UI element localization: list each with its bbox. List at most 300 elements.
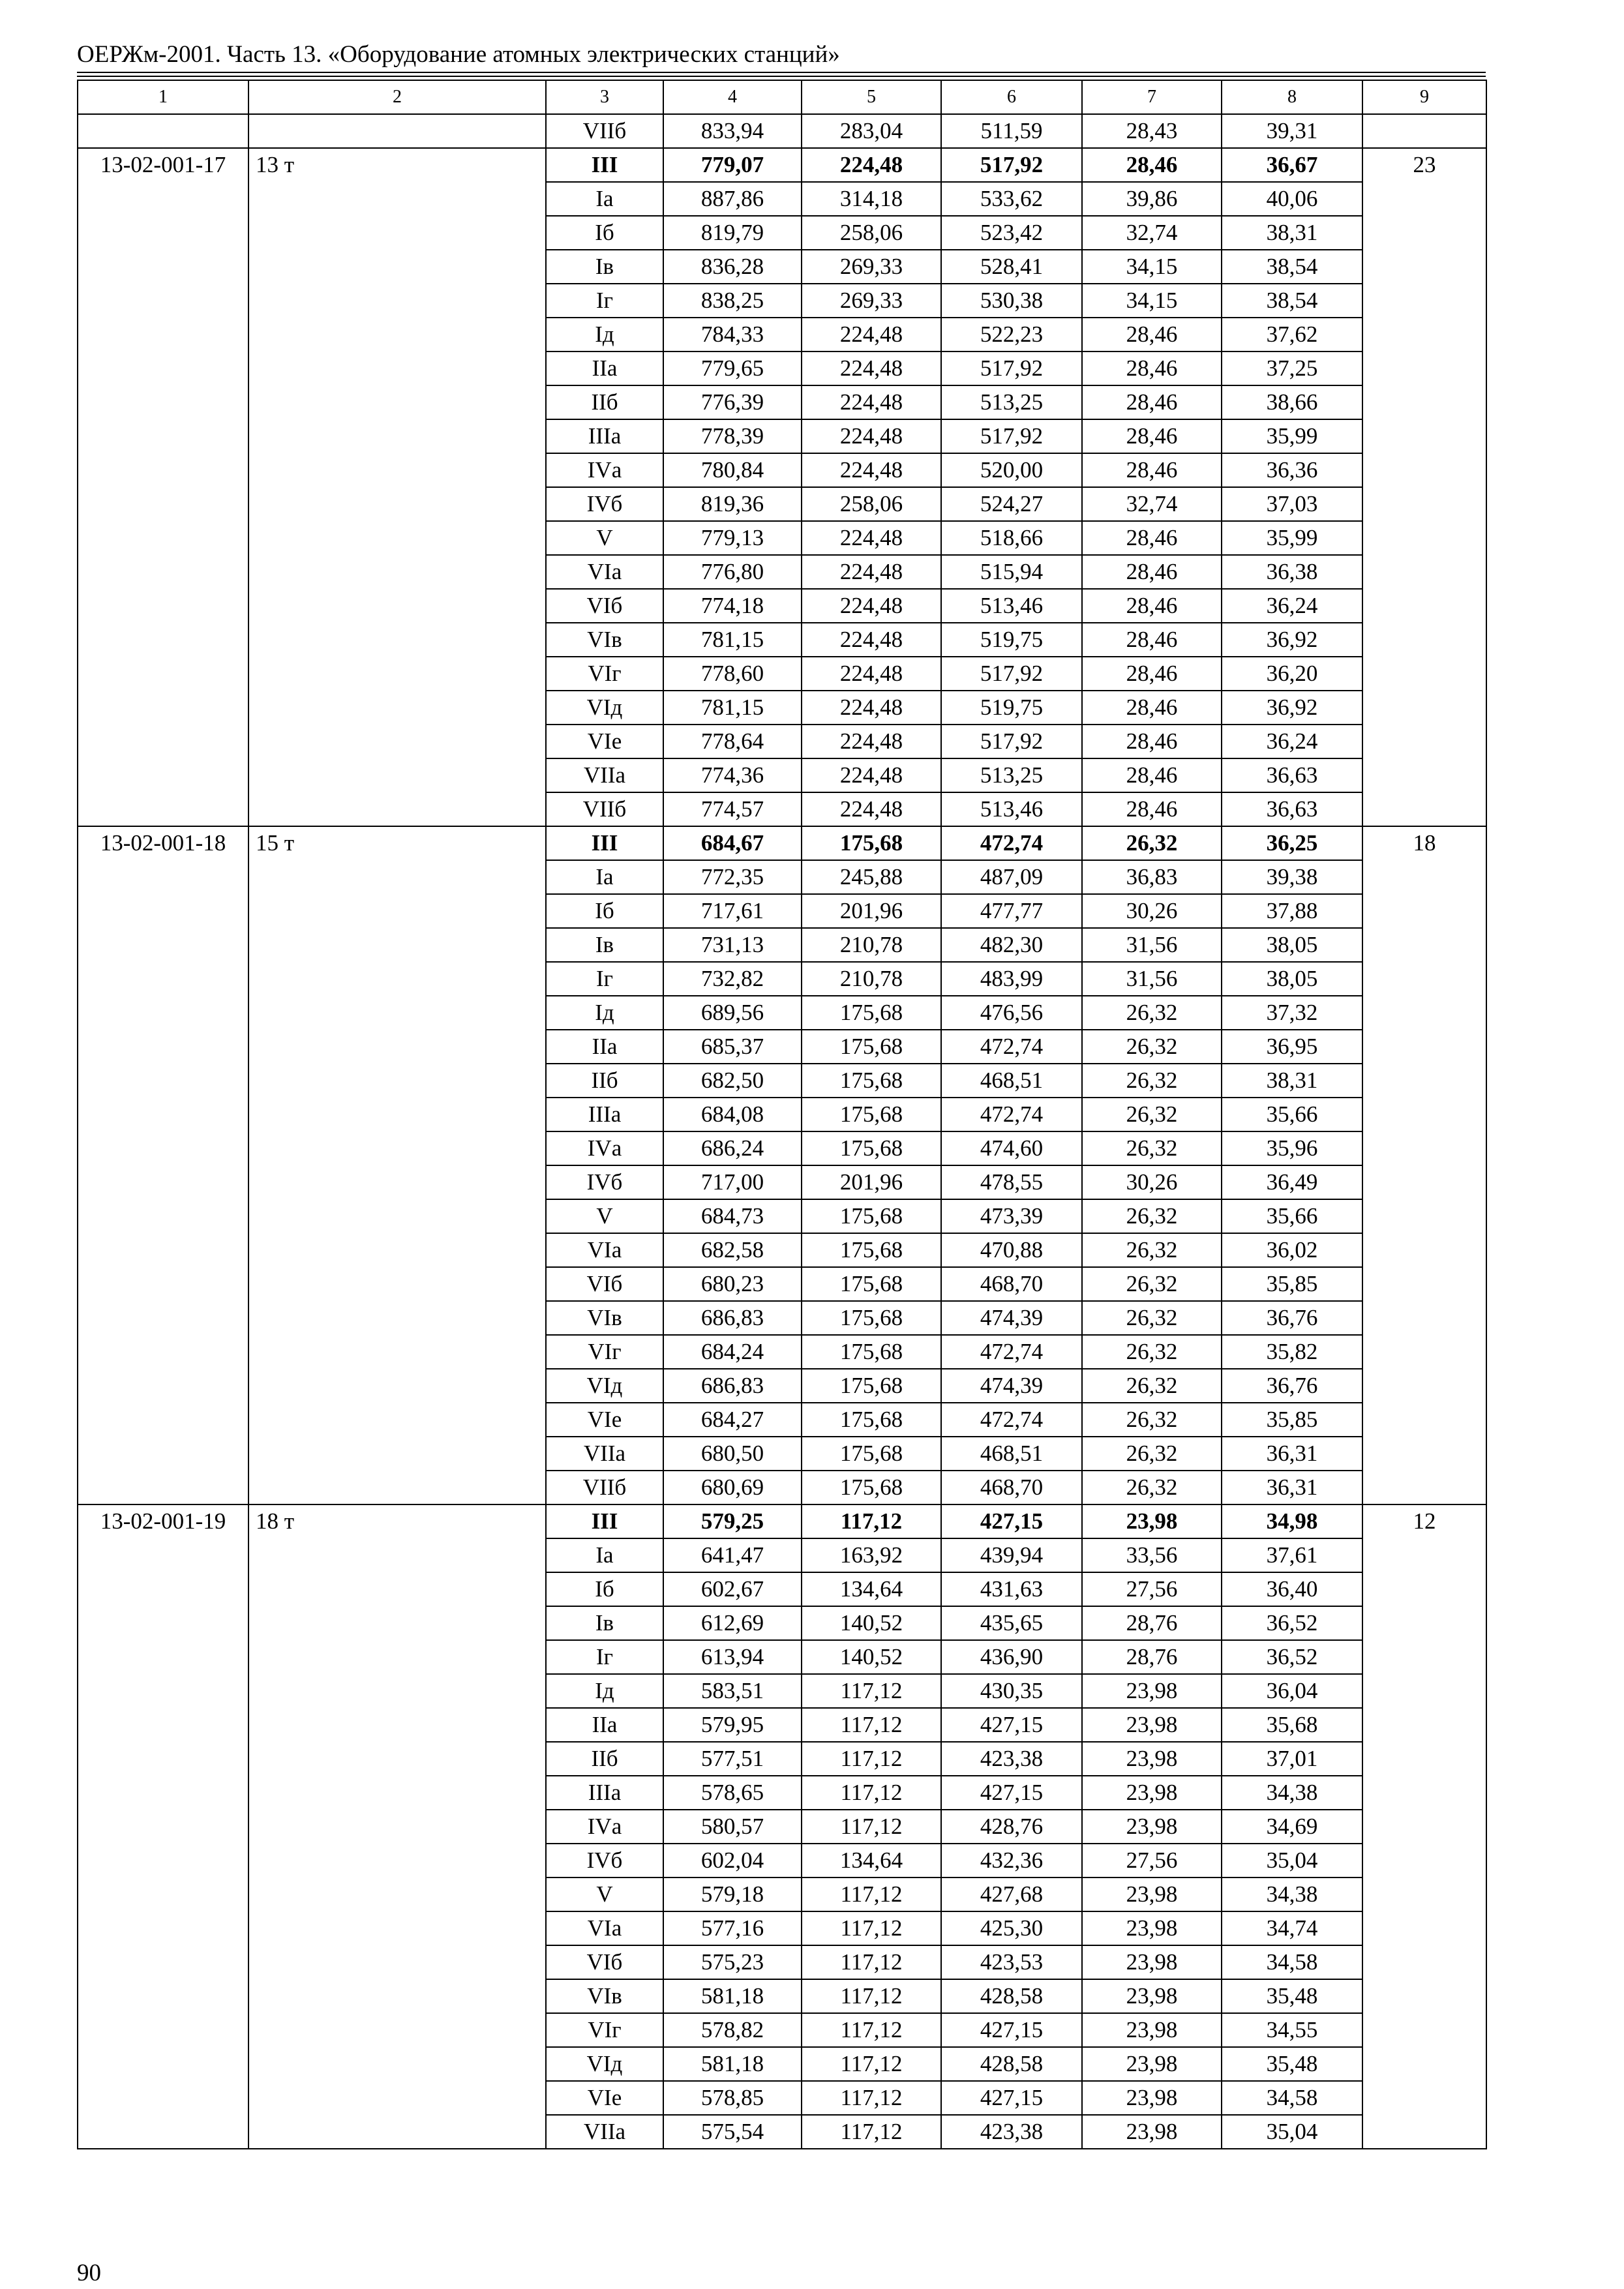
category-cell: IIб bbox=[546, 1064, 663, 1098]
value-cell: 117,12 bbox=[802, 1810, 941, 1844]
value-cell: 175,68 bbox=[802, 1233, 941, 1267]
category-cell: III bbox=[546, 148, 663, 182]
value-cell: 117,12 bbox=[802, 1504, 941, 1538]
value-cell: 31,56 bbox=[1082, 928, 1222, 962]
value-cell: 175,68 bbox=[802, 1471, 941, 1504]
value-cell: 28,43 bbox=[1082, 114, 1222, 148]
value-cell: 776,39 bbox=[663, 385, 802, 419]
value-cell: 34,58 bbox=[1222, 1945, 1362, 1979]
category-cell: VIIб bbox=[546, 792, 663, 826]
category-cell: VIIб bbox=[546, 114, 663, 148]
value-cell: 472,74 bbox=[941, 1335, 1082, 1369]
value-cell: 602,67 bbox=[663, 1572, 802, 1606]
value-cell: 224,48 bbox=[802, 521, 941, 555]
category-cell: V bbox=[546, 1199, 663, 1233]
value-cell: 517,92 bbox=[941, 725, 1082, 758]
value-cell: 520,00 bbox=[941, 453, 1082, 487]
value-cell: 269,33 bbox=[802, 284, 941, 318]
value-cell: 134,64 bbox=[802, 1572, 941, 1606]
value-cell: 474,39 bbox=[941, 1369, 1082, 1403]
value-cell: 28,46 bbox=[1082, 453, 1222, 487]
value-cell: 36,92 bbox=[1222, 691, 1362, 725]
value-cell: 36,83 bbox=[1082, 860, 1222, 894]
value-cell: 686,83 bbox=[663, 1301, 802, 1335]
value-cell: 26,32 bbox=[1082, 1131, 1222, 1165]
value-cell: 685,37 bbox=[663, 1030, 802, 1064]
category-cell: VIг bbox=[546, 1335, 663, 1369]
value-cell: 519,75 bbox=[941, 691, 1082, 725]
category-cell: VIIа bbox=[546, 1437, 663, 1471]
category-cell: VIг bbox=[546, 2013, 663, 2047]
category-cell: VIIб bbox=[546, 1471, 663, 1504]
value-cell: 28,46 bbox=[1082, 419, 1222, 453]
value-cell: 427,15 bbox=[941, 1776, 1082, 1810]
value-cell: 578,82 bbox=[663, 2013, 802, 2047]
value-cell: 836,28 bbox=[663, 250, 802, 284]
category-cell: Iв bbox=[546, 250, 663, 284]
category-cell: Iб bbox=[546, 216, 663, 250]
value-cell: 38,31 bbox=[1222, 1064, 1362, 1098]
value-cell: 37,62 bbox=[1222, 318, 1362, 352]
value-cell: 28,76 bbox=[1082, 1606, 1222, 1640]
value-cell: 210,78 bbox=[802, 928, 941, 962]
value-cell: 224,48 bbox=[802, 725, 941, 758]
value-cell: 117,12 bbox=[802, 1674, 941, 1708]
value-cell: 34,38 bbox=[1222, 1776, 1362, 1810]
value-cell: 612,69 bbox=[663, 1606, 802, 1640]
value-cell: 36,92 bbox=[1222, 623, 1362, 657]
value-cell: 776,80 bbox=[663, 555, 802, 589]
category-cell: VIв bbox=[546, 623, 663, 657]
value-cell: 38,54 bbox=[1222, 284, 1362, 318]
value-cell: 35,96 bbox=[1222, 1131, 1362, 1165]
category-cell: III bbox=[546, 1504, 663, 1538]
value-cell: 175,68 bbox=[802, 1335, 941, 1369]
value-cell: 36,95 bbox=[1222, 1030, 1362, 1064]
table-row bbox=[78, 114, 1486, 148]
value-cell: 258,06 bbox=[802, 216, 941, 250]
value-cell: 781,15 bbox=[663, 623, 802, 657]
value-cell: 577,51 bbox=[663, 1742, 802, 1776]
value-cell: 528,41 bbox=[941, 250, 1082, 284]
category-cell: Iв bbox=[546, 928, 663, 962]
value-cell: 28,46 bbox=[1082, 521, 1222, 555]
value-cell: 583,51 bbox=[663, 1674, 802, 1708]
value-cell: 680,50 bbox=[663, 1437, 802, 1471]
category-cell: IVб bbox=[546, 487, 663, 521]
value-cell: 513,46 bbox=[941, 589, 1082, 623]
value-cell: 35,48 bbox=[1222, 1979, 1362, 2013]
category-cell: IIб bbox=[546, 385, 663, 419]
page-number: 90 bbox=[77, 2260, 101, 2286]
norm-cell bbox=[1362, 114, 1486, 148]
category-cell: IIа bbox=[546, 1708, 663, 1742]
price-code: 13-02-001-19 bbox=[78, 1504, 248, 2149]
value-cell: 28,46 bbox=[1082, 725, 1222, 758]
category-cell: VIб bbox=[546, 1267, 663, 1301]
category-cell: VIд bbox=[546, 1369, 663, 1403]
equipment-mass: 13 т bbox=[248, 148, 546, 826]
value-cell: 175,68 bbox=[802, 1030, 941, 1064]
value-cell: 523,42 bbox=[941, 216, 1082, 250]
value-cell: 833,94 bbox=[663, 114, 802, 148]
category-cell: VIв bbox=[546, 1301, 663, 1335]
category-cell: IVб bbox=[546, 1165, 663, 1199]
value-cell: 28,46 bbox=[1082, 352, 1222, 385]
value-cell: 473,39 bbox=[941, 1199, 1082, 1233]
value-cell: 224,48 bbox=[802, 792, 941, 826]
category-cell: Iг bbox=[546, 962, 663, 996]
value-cell: 117,12 bbox=[802, 1776, 941, 1810]
value-cell: 224,48 bbox=[802, 758, 941, 792]
value-cell: 511,59 bbox=[941, 114, 1082, 148]
category-cell: IIа bbox=[546, 1030, 663, 1064]
value-cell: 36,31 bbox=[1222, 1471, 1362, 1504]
value-cell: 35,68 bbox=[1222, 1708, 1362, 1742]
value-cell: 26,32 bbox=[1082, 1335, 1222, 1369]
value-cell: 258,06 bbox=[802, 487, 941, 521]
value-cell: 23,98 bbox=[1082, 2047, 1222, 2081]
value-cell: 427,15 bbox=[941, 2081, 1082, 2115]
value-cell: 472,74 bbox=[941, 826, 1082, 860]
value-cell: 717,00 bbox=[663, 1165, 802, 1199]
value-cell: 26,32 bbox=[1082, 1437, 1222, 1471]
value-cell: 423,38 bbox=[941, 1742, 1082, 1776]
value-cell: 26,32 bbox=[1082, 1064, 1222, 1098]
table-row bbox=[78, 1504, 1486, 1538]
value-cell: 36,25 bbox=[1222, 826, 1362, 860]
value-cell: 477,77 bbox=[941, 894, 1082, 928]
value-cell: 26,32 bbox=[1082, 1098, 1222, 1131]
category-cell: VIIа bbox=[546, 2115, 663, 2149]
value-cell: 27,56 bbox=[1082, 1572, 1222, 1606]
value-cell: 26,32 bbox=[1082, 1301, 1222, 1335]
table-body bbox=[78, 80, 1486, 2149]
category-cell: III bbox=[546, 826, 663, 860]
category-cell: IVб bbox=[546, 1844, 663, 1878]
category-cell: VIе bbox=[546, 2081, 663, 2115]
value-cell: 517,92 bbox=[941, 419, 1082, 453]
value-cell: 26,32 bbox=[1082, 1403, 1222, 1437]
category-cell: V bbox=[546, 521, 663, 555]
value-cell: 579,95 bbox=[663, 1708, 802, 1742]
header-rule bbox=[77, 76, 1486, 77]
equipment-mass: 18 т bbox=[248, 1504, 546, 2149]
category-cell: IVа bbox=[546, 453, 663, 487]
value-cell: 684,08 bbox=[663, 1098, 802, 1131]
value-cell: 175,68 bbox=[802, 1301, 941, 1335]
value-cell: 28,46 bbox=[1082, 758, 1222, 792]
value-cell: 34,58 bbox=[1222, 2081, 1362, 2115]
value-cell: 28,46 bbox=[1082, 385, 1222, 419]
column-number: 2 bbox=[248, 80, 546, 114]
category-cell: VIа bbox=[546, 555, 663, 589]
value-cell: 522,23 bbox=[941, 318, 1082, 352]
category-cell: IVа bbox=[546, 1131, 663, 1165]
value-cell: 35,99 bbox=[1222, 419, 1362, 453]
value-cell: 476,56 bbox=[941, 996, 1082, 1030]
value-cell: 483,99 bbox=[941, 962, 1082, 996]
value-cell: 34,38 bbox=[1222, 1878, 1362, 1911]
value-cell: 581,18 bbox=[663, 1979, 802, 2013]
value-cell: 36,67 bbox=[1222, 148, 1362, 182]
value-cell: 35,85 bbox=[1222, 1267, 1362, 1301]
value-cell: 474,39 bbox=[941, 1301, 1082, 1335]
value-cell: 33,56 bbox=[1082, 1538, 1222, 1572]
value-cell: 23,98 bbox=[1082, 2115, 1222, 2149]
value-cell: 37,01 bbox=[1222, 1742, 1362, 1776]
value-cell: 517,92 bbox=[941, 352, 1082, 385]
value-cell: 578,65 bbox=[663, 1776, 802, 1810]
value-cell: 26,32 bbox=[1082, 1199, 1222, 1233]
value-cell: 772,35 bbox=[663, 860, 802, 894]
value-cell: 175,68 bbox=[802, 1199, 941, 1233]
value-cell: 682,50 bbox=[663, 1064, 802, 1098]
category-cell: VIб bbox=[546, 1945, 663, 1979]
value-cell: 35,04 bbox=[1222, 2115, 1362, 2149]
value-cell: 432,36 bbox=[941, 1844, 1082, 1878]
value-cell: 819,36 bbox=[663, 487, 802, 521]
column-number: 3 bbox=[546, 80, 663, 114]
value-cell: 117,12 bbox=[802, 2047, 941, 2081]
value-cell: 34,15 bbox=[1082, 250, 1222, 284]
value-cell: 39,31 bbox=[1222, 114, 1362, 148]
column-number: 7 bbox=[1082, 80, 1222, 114]
value-cell: 23,98 bbox=[1082, 1674, 1222, 1708]
value-cell: 224,48 bbox=[802, 657, 941, 691]
value-cell: 224,48 bbox=[802, 318, 941, 352]
value-cell: 175,68 bbox=[802, 996, 941, 1030]
value-cell: 117,12 bbox=[802, 1979, 941, 2013]
value-cell: 30,26 bbox=[1082, 1165, 1222, 1199]
value-cell: 201,96 bbox=[802, 894, 941, 928]
value-cell: 23,98 bbox=[1082, 1776, 1222, 1810]
value-cell: 117,12 bbox=[802, 1708, 941, 1742]
value-cell: 423,53 bbox=[941, 1945, 1082, 1979]
value-cell: 478,55 bbox=[941, 1165, 1082, 1199]
value-cell: 35,48 bbox=[1222, 2047, 1362, 2081]
value-cell: 28,46 bbox=[1082, 148, 1222, 182]
value-cell: 26,32 bbox=[1082, 1030, 1222, 1064]
value-cell: 513,25 bbox=[941, 385, 1082, 419]
value-cell: 36,36 bbox=[1222, 453, 1362, 487]
value-cell: 37,03 bbox=[1222, 487, 1362, 521]
equipment-mass: 15 т bbox=[248, 826, 546, 1504]
value-cell: 779,07 bbox=[663, 148, 802, 182]
value-cell: 35,85 bbox=[1222, 1403, 1362, 1437]
table-row bbox=[78, 148, 1486, 182]
value-cell: 23,98 bbox=[1082, 1504, 1222, 1538]
value-cell: 26,32 bbox=[1082, 1233, 1222, 1267]
code-cell bbox=[78, 114, 248, 148]
value-cell: 224,48 bbox=[802, 148, 941, 182]
category-cell: IIб bbox=[546, 1742, 663, 1776]
value-cell: 517,92 bbox=[941, 148, 1082, 182]
value-cell: 428,76 bbox=[941, 1810, 1082, 1844]
value-cell: 35,04 bbox=[1222, 1844, 1362, 1878]
value-cell: 781,15 bbox=[663, 691, 802, 725]
value-cell: 36,76 bbox=[1222, 1301, 1362, 1335]
value-cell: 36,49 bbox=[1222, 1165, 1362, 1199]
value-cell: 224,48 bbox=[802, 453, 941, 487]
value-cell: 684,67 bbox=[663, 826, 802, 860]
value-cell: 32,74 bbox=[1082, 216, 1222, 250]
value-cell: 36,40 bbox=[1222, 1572, 1362, 1606]
value-cell: 577,16 bbox=[663, 1911, 802, 1945]
value-cell: 36,20 bbox=[1222, 657, 1362, 691]
value-cell: 35,66 bbox=[1222, 1199, 1362, 1233]
value-cell: 224,48 bbox=[802, 623, 941, 657]
value-cell: 472,74 bbox=[941, 1030, 1082, 1064]
value-cell: 40,06 bbox=[1222, 182, 1362, 216]
value-cell: 36,24 bbox=[1222, 725, 1362, 758]
value-cell: 23,98 bbox=[1082, 2013, 1222, 2047]
value-cell: 283,04 bbox=[802, 114, 941, 148]
value-cell: 23,98 bbox=[1082, 1810, 1222, 1844]
value-cell: 425,30 bbox=[941, 1911, 1082, 1945]
value-cell: 140,52 bbox=[802, 1640, 941, 1674]
value-cell: 36,76 bbox=[1222, 1369, 1362, 1403]
value-cell: 34,15 bbox=[1082, 284, 1222, 318]
value-cell: 780,84 bbox=[663, 453, 802, 487]
value-cell: 32,74 bbox=[1082, 487, 1222, 521]
category-cell: Iб bbox=[546, 894, 663, 928]
value-cell: 35,66 bbox=[1222, 1098, 1362, 1131]
value-cell: 224,48 bbox=[802, 589, 941, 623]
value-cell: 36,02 bbox=[1222, 1233, 1362, 1267]
value-cell: 224,48 bbox=[802, 555, 941, 589]
value-cell: 482,30 bbox=[941, 928, 1082, 962]
value-cell: 774,18 bbox=[663, 589, 802, 623]
value-cell: 36,63 bbox=[1222, 758, 1362, 792]
value-cell: 774,57 bbox=[663, 792, 802, 826]
value-cell: 427,68 bbox=[941, 1878, 1082, 1911]
category-cell: Iв bbox=[546, 1606, 663, 1640]
category-cell: Iд bbox=[546, 1674, 663, 1708]
category-cell: IVа bbox=[546, 1810, 663, 1844]
value-cell: 38,31 bbox=[1222, 216, 1362, 250]
value-cell: 26,32 bbox=[1082, 996, 1222, 1030]
column-number: 9 bbox=[1362, 80, 1486, 114]
category-cell: Iа bbox=[546, 860, 663, 894]
value-cell: 117,12 bbox=[802, 1878, 941, 1911]
column-number-row bbox=[78, 80, 1486, 114]
value-cell: 245,88 bbox=[802, 860, 941, 894]
value-cell: 117,12 bbox=[802, 2115, 941, 2149]
category-cell: VIд bbox=[546, 2047, 663, 2081]
value-cell: 575,54 bbox=[663, 2115, 802, 2149]
value-cell: 23,98 bbox=[1082, 1708, 1222, 1742]
value-cell: 474,60 bbox=[941, 1131, 1082, 1165]
value-cell: 428,58 bbox=[941, 1979, 1082, 2013]
value-cell: 38,05 bbox=[1222, 928, 1362, 962]
value-cell: 37,25 bbox=[1222, 352, 1362, 385]
value-cell: 175,68 bbox=[802, 826, 941, 860]
table-row bbox=[78, 826, 1486, 860]
value-cell: 524,27 bbox=[941, 487, 1082, 521]
value-cell: 579,18 bbox=[663, 1878, 802, 1911]
value-cell: 613,94 bbox=[663, 1640, 802, 1674]
value-cell: 36,04 bbox=[1222, 1674, 1362, 1708]
category-cell: Iг bbox=[546, 284, 663, 318]
value-cell: 680,69 bbox=[663, 1471, 802, 1504]
value-cell: 778,64 bbox=[663, 725, 802, 758]
category-cell: IIIа bbox=[546, 1098, 663, 1131]
value-cell: 530,38 bbox=[941, 284, 1082, 318]
value-cell: 210,78 bbox=[802, 962, 941, 996]
value-cell: 26,32 bbox=[1082, 1369, 1222, 1403]
category-cell: VIб bbox=[546, 589, 663, 623]
category-cell: Iа bbox=[546, 182, 663, 216]
value-cell: 117,12 bbox=[802, 1742, 941, 1776]
value-cell: 533,62 bbox=[941, 182, 1082, 216]
value-cell: 517,92 bbox=[941, 657, 1082, 691]
norm-value: 18 bbox=[1362, 826, 1486, 1504]
value-cell: 23,98 bbox=[1082, 1911, 1222, 1945]
value-cell: 575,23 bbox=[663, 1945, 802, 1979]
value-cell: 175,68 bbox=[802, 1437, 941, 1471]
value-cell: 28,46 bbox=[1082, 318, 1222, 352]
value-cell: 684,27 bbox=[663, 1403, 802, 1437]
value-cell: 36,52 bbox=[1222, 1606, 1362, 1640]
value-cell: 427,15 bbox=[941, 1708, 1082, 1742]
value-cell: 23,98 bbox=[1082, 1979, 1222, 2013]
value-cell: 778,60 bbox=[663, 657, 802, 691]
value-cell: 224,48 bbox=[802, 419, 941, 453]
page-header: ОЕРЖм-2001. Часть 13. «Оборудование атомных электрических станций» bbox=[77, 41, 840, 68]
value-cell: 26,32 bbox=[1082, 1267, 1222, 1301]
value-cell: 774,36 bbox=[663, 758, 802, 792]
value-cell: 28,46 bbox=[1082, 623, 1222, 657]
value-cell: 468,70 bbox=[941, 1267, 1082, 1301]
value-cell: 439,94 bbox=[941, 1538, 1082, 1572]
value-cell: 435,65 bbox=[941, 1606, 1082, 1640]
value-cell: 470,88 bbox=[941, 1233, 1082, 1267]
value-cell: 472,74 bbox=[941, 1098, 1082, 1131]
category-cell: VIа bbox=[546, 1911, 663, 1945]
value-cell: 680,23 bbox=[663, 1267, 802, 1301]
category-cell: Iб bbox=[546, 1572, 663, 1606]
value-cell: 38,54 bbox=[1222, 250, 1362, 284]
column-number: 4 bbox=[663, 80, 802, 114]
value-cell: 28,46 bbox=[1082, 657, 1222, 691]
value-cell: 314,18 bbox=[802, 182, 941, 216]
value-cell: 641,47 bbox=[663, 1538, 802, 1572]
value-cell: 578,85 bbox=[663, 2081, 802, 2115]
value-cell: 579,25 bbox=[663, 1504, 802, 1538]
value-cell: 436,90 bbox=[941, 1640, 1082, 1674]
value-cell: 23,98 bbox=[1082, 2081, 1222, 2115]
value-cell: 26,32 bbox=[1082, 1471, 1222, 1504]
value-cell: 37,61 bbox=[1222, 1538, 1362, 1572]
value-cell: 175,68 bbox=[802, 1131, 941, 1165]
value-cell: 779,13 bbox=[663, 521, 802, 555]
value-cell: 28,46 bbox=[1082, 589, 1222, 623]
value-cell: 34,69 bbox=[1222, 1810, 1362, 1844]
category-cell: VIг bbox=[546, 657, 663, 691]
value-cell: 134,64 bbox=[802, 1844, 941, 1878]
value-cell: 784,33 bbox=[663, 318, 802, 352]
value-cell: 430,35 bbox=[941, 1674, 1082, 1708]
value-cell: 23,98 bbox=[1082, 1878, 1222, 1911]
value-cell: 163,92 bbox=[802, 1538, 941, 1572]
value-cell: 117,12 bbox=[802, 1911, 941, 1945]
value-cell: 487,09 bbox=[941, 860, 1082, 894]
value-cell: 428,58 bbox=[941, 2047, 1082, 2081]
value-cell: 684,73 bbox=[663, 1199, 802, 1233]
column-number: 8 bbox=[1222, 80, 1362, 114]
value-cell: 23,98 bbox=[1082, 1742, 1222, 1776]
